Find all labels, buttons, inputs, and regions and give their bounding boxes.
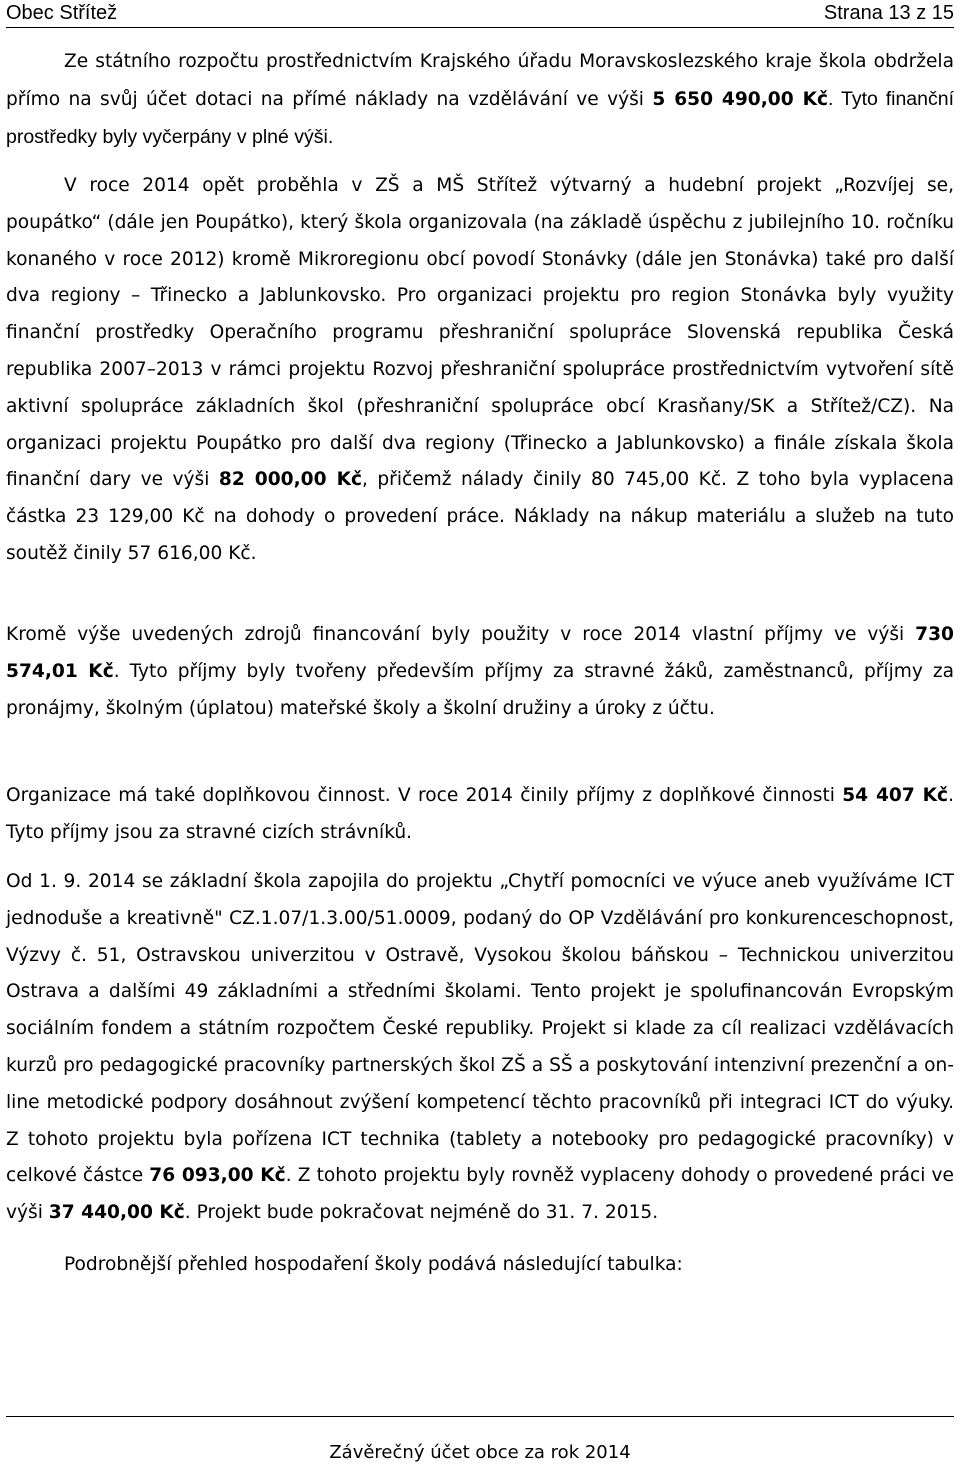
p1-text-a: Ze státního rozpočtu prostřednictvím Krajského úřadu Moravskoslezského kraje škola obdržela přímo na svůj účet dotaci na přímé náklady na vzdělávání ve výši (6, 51, 954, 110)
header-page-number: Strana 13 z 15 (823, 2, 954, 24)
p5-text-c: . Z tohoto projektu byly rovněž vyplaceny dohody o provedené práci ve výši (6, 1165, 954, 1224)
paragraph-supplementary-activity (6, 778, 954, 852)
page-header (6, 0, 954, 28)
p5-text-e: . Projekt bude pokračovat nejméně do 31. 7. 2015. (184, 1202, 659, 1224)
p4-text-c: . Tyto příjmy jsou za stravné cizích strávníků. (6, 785, 954, 843)
paragraph-table-intro: Podrobnější přehled hospodaření školy podává následující tabulka: (64, 1254, 683, 1275)
p3-amount: 730 574,01 Kč (6, 624, 954, 682)
paragraph-poupatko-project (6, 168, 954, 573)
p5-amount-ict: 76 093,00 Kč (149, 1165, 286, 1187)
footer-label: Závěrečný účet obce za rok 2014 (329, 1442, 631, 1463)
p5-text-a: Od 1. 9. 2014 se základní škola zapojila do projektu „Chytří pomocníci ve výuce aneb využíváme ICT jednoduše a kreativně" CZ.1.07/1.3.00/51.0009, podaný do OP Vzdělávání pro konkurenceschopnost, Výzvy č. 51, Ostravskou univerzitou v Ostravě, Vysokou školou báňskou – Technickou univerzitou Ostrava a dalšími 49 základními a středními školami. Tento projekt je spolufinancován Evropským sociálním fondem a státním rozpočtem České republiky. Projekt si klade za cíl realizaci vzdělávacích kurzů pro pedagogické pracovníky partnerských škol ZŠ a SŠ a poskytování intenzivní prezenční a on-line metodické podpory dosáhnout zvýšení kompetencí těchto pracovníků při integraci ICT do výuky. Z tohoto projektu byla pořízena ICT technika (tablety a notebooky pro pedagogické pracovníky) v celkové částce (6, 871, 954, 1187)
paragraph-own-income (6, 617, 954, 727)
p2-amount: 82 000,00 Kč (218, 469, 362, 491)
paragraph-ict-project (6, 864, 954, 1232)
p4-text-a: Organizace má také doplňkovou činnost. V roce 2014 činily příjmy z doplňkové činnosti (6, 785, 843, 806)
p1-text-c: . Tyto finanční prostředky byly vyčerpány v plné výši. (6, 87, 954, 148)
p4-amount: 54 407 Kč (842, 785, 949, 806)
p5-amount-agreements: 37 440,00 Kč (48, 1202, 185, 1224)
p3-text-a: Kromě výše uvedených zdrojů financování byly použity v roce 2014 vlastní příjmy ve výši (6, 624, 916, 645)
header-municipality: Obec Střítež (6, 2, 118, 24)
p3-text-c: . Tyto příjmy byly tvořeny především příjmy za stravné žáků, zaměstnanců, příjmy za pronájmy, školným (úplatou) mateřské školy a školní družiny a úroky z účtu. (6, 660, 954, 719)
page-footer (6, 1416, 954, 1463)
paragraph-state-budget (6, 44, 954, 156)
p2-text-c: , přičemž nálady činily 80 745,00 Kč. Z toho byla vyplacena částka 23 129,00 Kč na dohody o provedení práce. Náklady na nákup materiálu a služeb na tuto soutěž činily 57 616,00 Kč. (6, 469, 954, 564)
p2-text-a: V roce 2014 opět proběhla v ZŠ a MŠ Střítež výtvarný a hudební projekt „Rozvíjej se, poupátko“ (dále jen Poupátko), který škola organizovala (na základě úspěchu z jubilejního 10. ročníku konaného v roce 2012) kromě Mikroregionu obcí povodí Stonávky (dále jen Stonávka) také pro další dva regiony – Třinecko a Jablunkovsko. Pro organizaci projektu pro region Stonávka byly využity finanční prostředky Operačního programu přeshraniční spolupráce Slovenská republika Česká republika 2007–2013 v rámci projektu Rozvoj přeshraniční spolupráce prostřednictvím vytvoření sítě aktivní spolupráce základních škol (přeshraniční spolupráce obcí Krasňany/SK a Střítež/CZ). Na organizaci projektu Poupátko pro další dva regiony (Třinecko a Jablunkovsko) a finále získala škola finanční dary ve výši (6, 175, 954, 491)
p1-amount: 5 650 490,00 Kč (652, 88, 829, 110)
